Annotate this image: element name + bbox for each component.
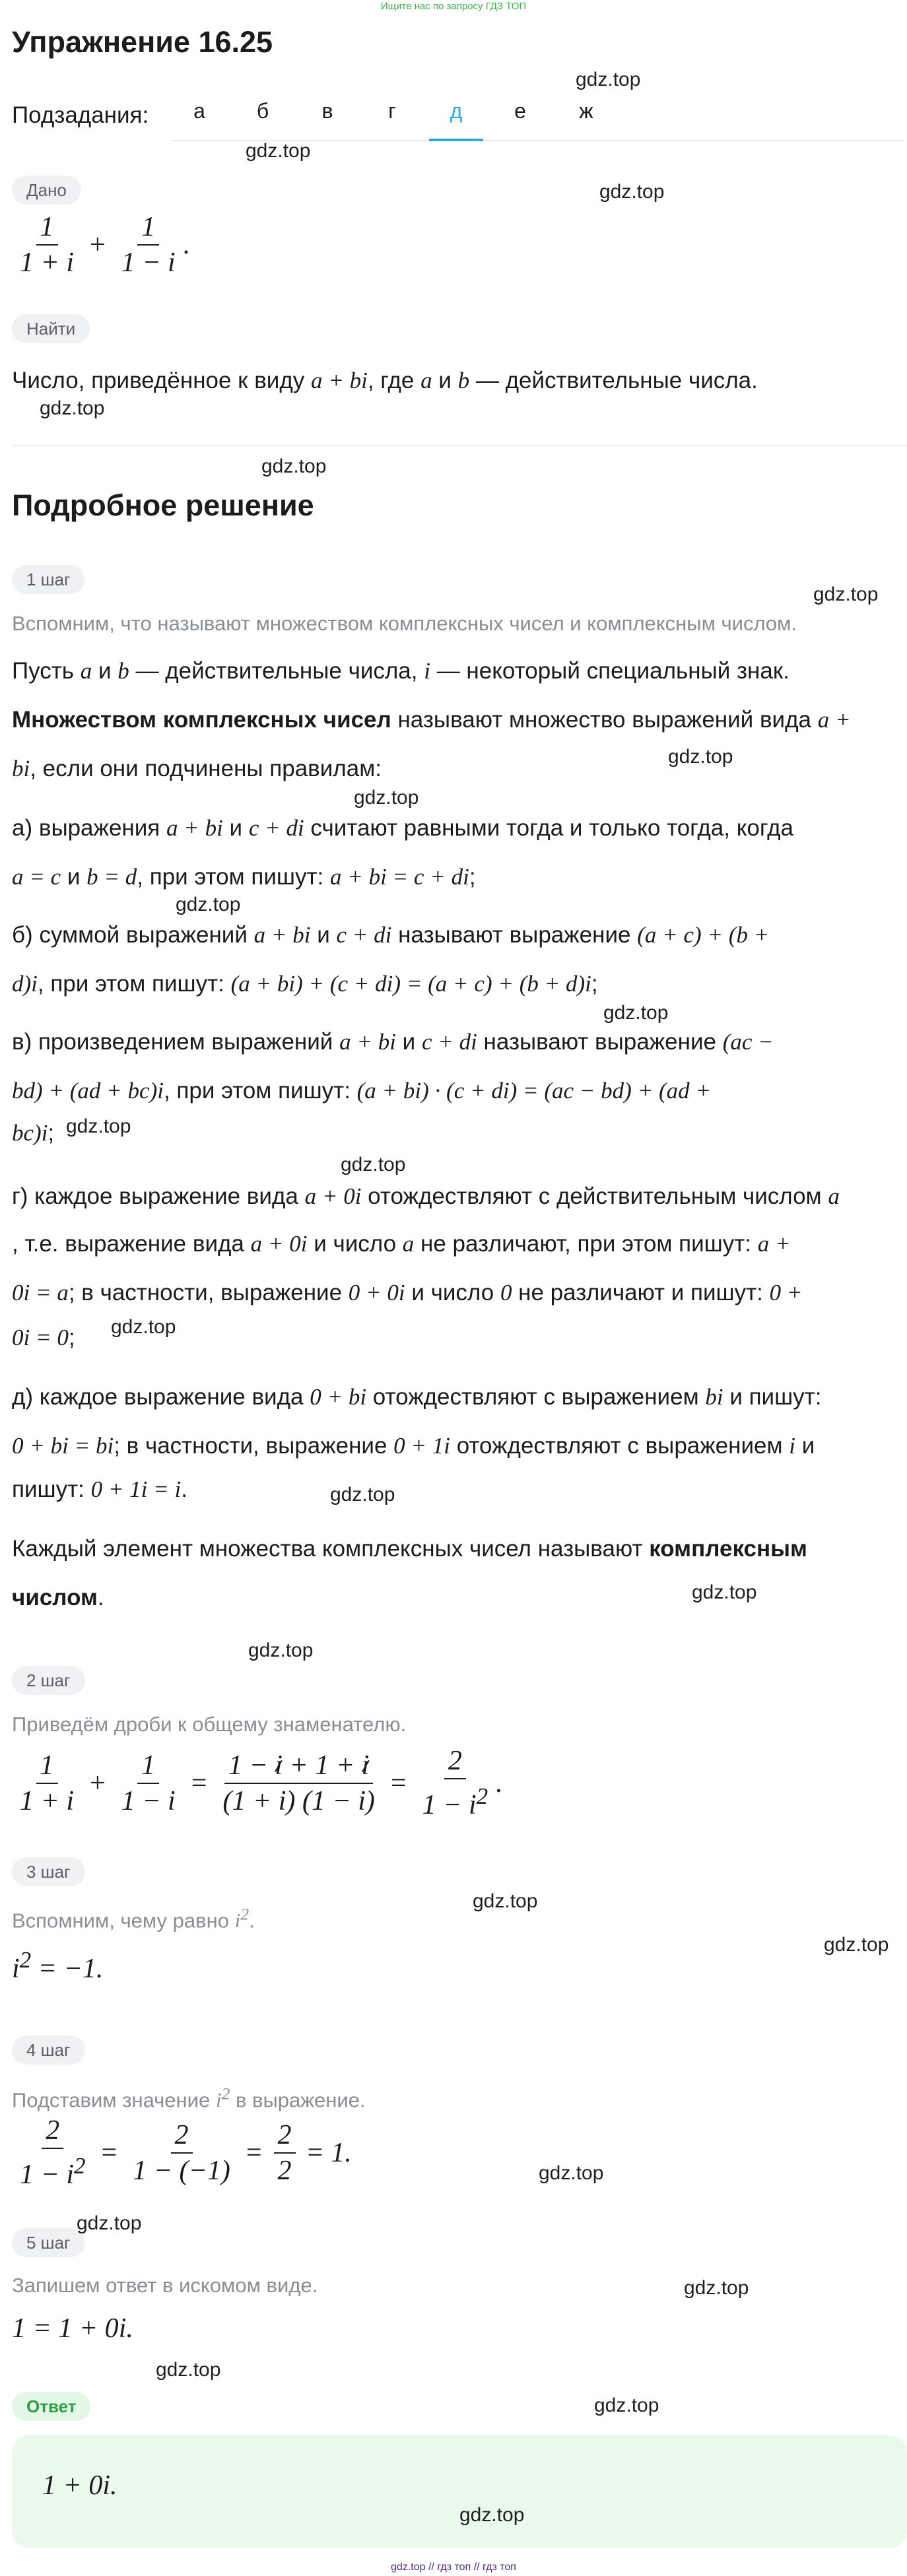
watermark: gdz.top: [813, 583, 879, 605]
step-1-label: 1 шаг: [12, 565, 85, 594]
watermark: gdz.top: [40, 397, 105, 419]
watermark: gdz.top: [341, 1154, 406, 1175]
watermark: gdz.top: [824, 1934, 889, 1956]
find-text: Число, приведённое к виду a + bi, где a и b — действительные числа.: [12, 368, 758, 393]
tab-b[interactable]: б: [256, 99, 269, 123]
step-1-p2-line1: Множеством комплексных чисел называют множество выражений вида a +: [12, 707, 851, 733]
step-2-label: 2 шаг: [12, 1666, 85, 1695]
answer-box: [12, 2435, 907, 2548]
step-3-intro: Вспомним, чему равно $i^2$.: [12, 1905, 255, 1932]
tab-v[interactable]: в: [321, 99, 333, 123]
step-1-final-line2: числом.: [12, 1585, 104, 1610]
step-1-p2-line2: bi, если они подчинены правилам:: [12, 756, 382, 781]
watermark: gdz.top: [77, 2212, 142, 2234]
watermark: gdz.top: [156, 2359, 221, 2381]
watermark: gdz.top: [603, 1002, 669, 1024]
step-3-expression: $i^2 = -1$.: [12, 1947, 104, 1984]
step-3-label: 3 шаг: [12, 1857, 85, 1886]
watermark: gdz.top: [594, 2394, 659, 2416]
subtasks-label: Подзадания:: [12, 102, 149, 128]
watermark: gdz.top: [111, 1316, 176, 1338]
rule-d-line2: , т.е. выражение вида a + 0i и число a не различают, при этом пишут: a +: [12, 1231, 791, 1257]
tab-e[interactable]: е: [514, 99, 526, 123]
rule-a-line2: a = c и b = d, при этом пишут: a + bi = c + di;: [12, 864, 476, 890]
step-4-label: 4 шаг: [12, 2035, 85, 2064]
step-4-intro: Подставим значение $i^2$ в выражение.: [12, 2084, 366, 2112]
watermark: gdz.top: [261, 455, 327, 477]
answer-label: Ответ: [12, 2392, 90, 2421]
watermark: gdz.top: [668, 746, 733, 768]
step-1-final-line1: Каждый элемент множества комплексных чисел называют комплексным: [12, 1536, 807, 1562]
watermark: gdz.top: [66, 1115, 131, 1137]
step-2-intro: Приведём дроби к общему знаменателю.: [12, 1713, 407, 1736]
given-expression: $\frac{1}{1 + i}$ + $\frac{1}{1 - i}$ .: [12, 210, 190, 280]
tab-a[interactable]: а: [193, 99, 205, 123]
step-5-expression: 1 = 1 + 0i.: [12, 2313, 133, 2344]
section-divider: [12, 445, 907, 446]
watermark: gdz.top: [330, 1484, 395, 1505]
watermark: gdz.top: [599, 181, 665, 203]
rule-d-line4: 0i = 0;: [12, 1325, 75, 1350]
watermark: gdz.top: [248, 1639, 314, 1661]
footer: gdz.top // гдз топ // гдз топ: [391, 2561, 516, 2573]
watermark: gdz.top: [246, 140, 311, 162]
rule-e-line1: д) каждое выражение вида 0 + bi отождествляют с выражением bi и пишут:: [12, 1384, 822, 1410]
solution-title: Подробное решение: [12, 488, 314, 522]
watermark: gdz.top: [692, 1581, 757, 1603]
rule-d-line3: 0i = a; в частности, выражение 0 + 0i и число 0 не различают и пишут: 0 +: [12, 1280, 803, 1305]
rule-a-line1: а) выражения a + bi и c + di считают равными тогда и только тогда, когда: [12, 815, 793, 841]
page-title: Упражнение 16.25: [12, 25, 273, 59]
watermark: gdz.top: [459, 2504, 525, 2526]
given-label: Дано: [12, 176, 81, 205]
rule-e-line3: пишут: 0 + 1i = i.: [12, 1476, 187, 1502]
step-1-p1: Пусть a и b — действительные числа, i — некоторый специальный знак.: [12, 658, 789, 684]
rule-c-line1: в) произведением выражений a + bi и c + di называют выражение (ac −: [12, 1029, 774, 1055]
watermark: gdz.top: [176, 894, 241, 915]
watermark: gdz.top: [684, 2277, 749, 2299]
active-tab-indicator: [429, 139, 483, 141]
step-2-expression: $\frac{1}{1 + i}$ + $\frac{1}{1 - i}$ = $\frac{1 - i + 1 + i}{(1 + i) (1 - i)}$ = $\frac{2}{1 - i^2}$ .: [12, 1744, 503, 1822]
rule-b-line1: б) суммой выражений a + bi и c + di называют выражение (a + c) + (b +: [12, 922, 770, 948]
find-label: Найти: [12, 314, 90, 343]
watermark: gdz.top: [576, 69, 641, 90]
tab-g[interactable]: г: [388, 99, 396, 123]
rule-d-line1: г) каждое выражение вида a + 0i отождествляют с действительным числом a: [12, 1183, 840, 1209]
watermark: gdz.top: [539, 2162, 604, 2184]
tab-d-active[interactable]: д: [450, 99, 463, 123]
step-5-label: 5 шаг: [12, 2228, 85, 2257]
rule-b-line2: d)i, при этом пишут: (a + bi) + (c + di) = (a + c) + (b + d)i;: [12, 971, 598, 997]
watermark: gdz.top: [354, 787, 419, 809]
answer-expression: 1 + 0i.: [42, 2470, 118, 2501]
watermark: gdz.top: [473, 1890, 538, 1912]
rule-c-line3: bc)i;: [12, 1120, 55, 1146]
top-banner: Ищите нас по запросу ГДЗ ТОП: [380, 1, 527, 12]
step-4-expression: $\frac{2}{1 - i^2}$ = $\frac{2}{1 - (-1)}$ = $\frac{2}{2}$ = 1.: [12, 2113, 352, 2192]
step-1-intro: Вспомним, что называют множеством комплексных чисел и комплексным числом.: [12, 612, 797, 635]
rule-e-line2: 0 + bi = bi; в частности, выражение 0 + 1i отождествляют с выражением i и: [12, 1433, 815, 1459]
step-5-intro: Запишем ответ в искомом виде.: [12, 2274, 318, 2297]
rule-c-line2: bd) + (ad + bc)i, при этом пишут: (a + bi) · (c + di) = (ac − bd) + (ad +: [12, 1078, 711, 1104]
tab-zh[interactable]: ж: [579, 99, 593, 123]
